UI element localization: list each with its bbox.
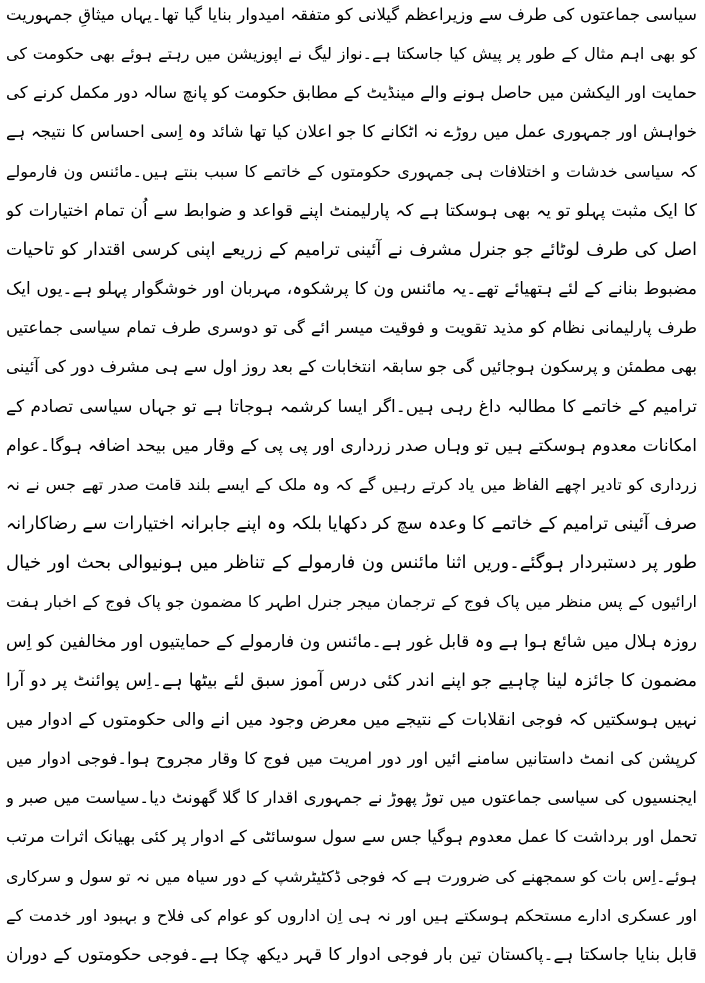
text-line-3: حمایت اور الیکشن میں حاصل ہونے والے مینڈیٹ کے مطابق حکومت کو پانچ سالہ دور مکمل کرنے کی [6,83,697,102]
text-line-18: مضمون کا جائزہ لینا چاہیے جو اپنے اندر کئی درس آموز سبق لئے بیٹھا ہے۔اِس پوائنٹ پر دو آرا [6,671,697,691]
text-line-5: کہ سیاسی خدشات و اختلافات ہی جمہوری حکومتوں کے خاتمے کا سبب بنتے ہیں۔مائنس ون فارمولے [6,162,697,181]
text-line-14: صرف آئینی ترامیم کے خاتمے کا وعدہ سچ کر دکھایا بلکہ وہ اپنے جابرانہ اختیارات سے رضاکارانہ [6,514,697,534]
text-line-24: اور عسکری ادارے مستحکم ہوسکتے ہیں اور نہ ہی اِن اداروں کو عوام کی فلاح و بہبود اور خدمت کے [6,906,697,925]
text-line-12: امکانات معدوم ہوسکتے ہیں تو وہاں صدر زرداری اور پی پی کے وقار میں بیحد اضافہ ہوگا۔عوام [6,436,697,456]
text-line-16: ارائیوں کے پس منظر میں پاک فوج کے ترجمان میجر جنرل اطہر کا مضمون جو پاک فوج کے اخبار ہفت [6,592,697,611]
text-line-25: قابل بنایا جاسکتا ہے۔پاکستان تین بار فوجی ادوار کا قہر دیکھ چکا ہے۔فوجی حکومتوں کے دوران [6,945,697,965]
text-line-2: کو بھی اہم مثال کے طور پر پیش کیا جاسکتا ہے۔نواز لیگ نے اپوزیشن میں رہتے ہوئے بھی حکومت کی [6,44,697,63]
text-line-22: تحمل اور برداشت کا عمل معدوم ہوگیا جس سے سول سوسائٹی کے ادوار پر کئی بھیانک اثرات مرتب [6,827,697,846]
text-line-6: کا ایک مثبت پہلو تو یہ بھی ہوسکتا ہے کہ پارلیمنٹ اپنے قواعد و ضوابط سے اُن تمام اختیارات کو [6,201,697,221]
text-line-11: ترامیم کے خاتمے کا مطالبہ داغ رہی ہیں۔اگر ایسا کرشمہ ہوجاتا ہے تو جہاں سیاسی تصادم کے [6,397,697,417]
text-line-7: اصل کی طرف لوٹائے جو جنرل مشرف نے آئینی ترامیم کے زریعے اپنی کرسی اقتدار کو تاحیات [6,240,697,260]
text-line-13: زرداری کو تادیر اچھے الفاظ میں یاد کرتے رہیں گے کہ وہ ملک کے ایسے بلند قامت صدر تھے جس نے نہ [6,475,697,494]
text-line-20: کرپشن کی انمٹ داستانیں سامنے ائیں اور دور امریت میں فوج کا وقار مجروح ہوا۔فوجی ادوار میں [6,749,697,768]
text-line-4: خواہش اور جمہوری عمل میں روڑے نہ اٹکانے کا جو اعلان کیا تھا شائد وہ اِسی احساس کا نتیجہ ہے [6,122,697,141]
text-line-17: روزہ ہلال میں شائع ہوا ہے وہ قابل غور ہے۔مائنس ون فارمولے کے حمایتیوں اور مخالفین کو اِس [6,632,697,652]
text-line-23: ہوئے۔اِس بات کو سمجھنے کی ضرورت ہے کہ فوجی ڈکٹیٹرشپ کے دور سیاہ میں نہ تو سول و سرکاری [6,867,697,886]
text-line-1: سیاسی جماعتوں کی طرف سے وزیراعظم گیلانی کو متفقہ امیدوار بنایا گیا تھا۔یہاں میثاقِ جمہوریت [6,5,697,24]
text-line-10: بھی مطمئن و پرسکون ہوجائیں گی جو سابقہ انتخابات کے بعد روز اول سے ہی مشرف دور کی آئینی [6,357,697,376]
text-line-9: طرف پارلیمانی نظام کو مذید تقویت و فوقیت میسر ائے گی تو دوسری طرف تمام سیاسی جماعتیں [6,318,697,337]
text-line-21: ایجنسیوں کی سیاسی جماعتوں میں توڑ پھوڑ نے جمہوری اقدار کا گلا گھونٹ دیا۔سیاست میں صبر و [6,788,697,807]
text-line-19: نہیں ہوسکتیں کہ فوجی انقلابات کے نتیجے میں معرض وجود میں انے والی حکومتوں کے ادوار میں [6,710,697,730]
text-line-15: طور پر دستبردار ہوگئے۔وریں اثنا مائنس ون فارمولے کے تناظر میں ہونیوالی بحث اور خیال [6,552,697,573]
text-line-8: مضبوط بنانے کے لئے ہتھیائے تھے۔یہ مائنس ون کا پرشکوہ، مہربان اور خوشگوار پہلو ہے۔یوں ایک [6,279,697,299]
